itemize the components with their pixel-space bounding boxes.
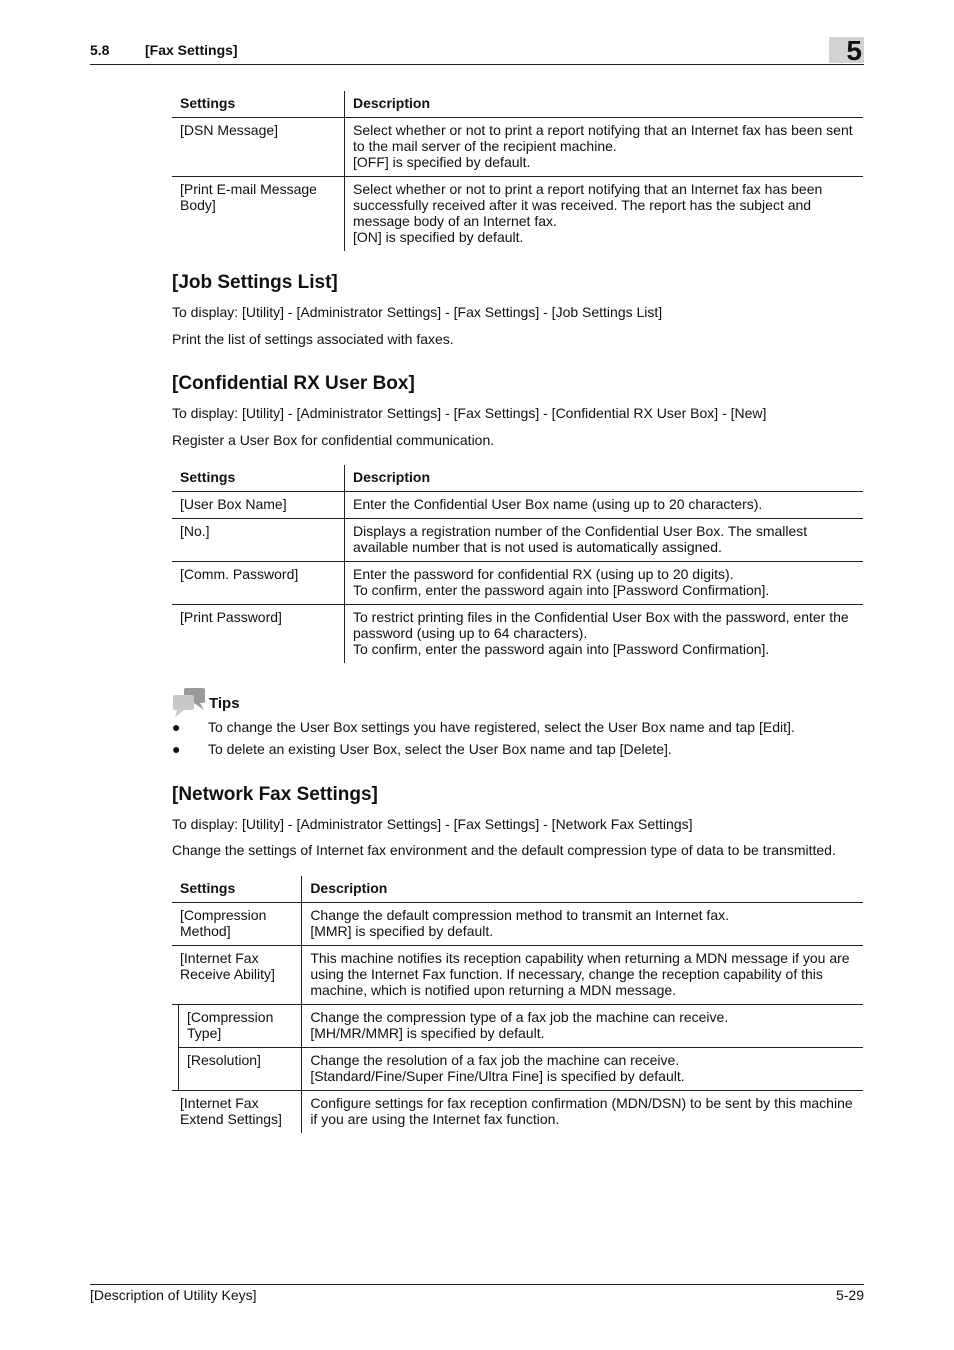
description-line: Select whether or not to print a report notifying that an Internet fax has been sent to the mail server of the recipient machine.	[353, 122, 853, 154]
table-row	[172, 1091, 863, 1134]
tips-item: To change the User Box settings you have registered, select the User Box name and tap [Edit].	[208, 719, 795, 735]
setting-description	[345, 177, 864, 252]
description-line: [MH/MR/MMR] is specified by default.	[310, 1025, 545, 1041]
table-row	[172, 177, 863, 252]
tips-item: To delete an existing User Box, select the User Box name and tap [Delete].	[208, 741, 672, 757]
confidential-settings-table	[172, 465, 863, 663]
col-settings: Settings	[172, 91, 345, 118]
description-line: Change the default compression method to transmit an Internet fax.	[310, 907, 729, 923]
setting-name: [Compression Type]	[179, 1005, 302, 1048]
col-settings: Settings	[172, 465, 345, 492]
description-line: [MMR] is specified by default.	[310, 923, 494, 939]
col-settings: Settings	[172, 876, 302, 903]
confidential-heading: [Confidential RX User Box]	[172, 373, 415, 394]
table-header-row	[172, 876, 863, 903]
description-line: [ON] is specified by default.	[353, 229, 524, 245]
description-line: Enter the password for confidential RX (using up to 20 digits).	[353, 566, 734, 582]
bullet-icon: ●	[172, 741, 181, 757]
description-line: Change the resolution of a fax job the machine can receive.	[310, 1052, 680, 1068]
network-fax-to-display: To display: [Utility] - [Administrator Settings] - [Fax Settings] - [Network Fax Settings]	[172, 816, 693, 832]
col-description: Description	[345, 465, 864, 492]
tips-chat-icon	[172, 688, 206, 718]
table-sub-row	[172, 1005, 863, 1048]
description-line: Select whether or not to print a report notifying that an Internet fax has been successfully received after it was received. The report has the subject and message body of an Internet fax.	[353, 181, 823, 229]
table-header-row	[172, 91, 863, 118]
description-line: [Standard/Fine/Super Fine/Ultra Fine] is specified by default.	[310, 1068, 685, 1084]
setting-description	[302, 903, 863, 946]
setting-name: [Print E-mail Message Body]	[172, 177, 345, 252]
description-line: This machine notifies its reception capability when returning a MDN message if you are using the Internet Fax function. If necessary, change the reception capability of this machine, which is notified upon returning a MDN message.	[310, 950, 850, 998]
setting-description	[302, 1005, 863, 1048]
dsn-settings-table	[172, 91, 863, 251]
description-line: [OFF] is specified by default.	[353, 154, 531, 170]
table-row	[172, 118, 863, 177]
col-description: Description	[345, 91, 864, 118]
job-settings-description: Print the list of settings associated with faxes.	[172, 331, 454, 347]
setting-name: [Internet Fax Extend Settings]	[172, 1091, 302, 1134]
tips-label: Tips	[209, 695, 240, 712]
col-description: Description	[302, 876, 863, 903]
network-fax-settings-table	[172, 876, 863, 1133]
description-line: To confirm, enter the password again into [Password Confirmation].	[353, 582, 770, 598]
setting-name: [Internet Fax Receive Ability]	[172, 946, 302, 1005]
table-row	[172, 519, 863, 562]
table-sub-row	[172, 1048, 863, 1091]
network-fax-heading: [Network Fax Settings]	[172, 784, 378, 805]
network-fax-description: Change the settings of Internet fax environment and the default compression type of data to be transmitted.	[172, 842, 836, 858]
description-line: Change the compression type of a fax job the machine can receive.	[310, 1009, 729, 1025]
description-line: Enter the Confidential User Box name (using up to 20 characters).	[353, 496, 763, 512]
job-settings-to-display: To display: [Utility] - [Administrator Settings] - [Fax Settings] - [Job Settings List]	[172, 304, 663, 320]
description-line: Configure settings for fax reception confirmation (MDN/DSN) to be sent by this machine if you are using the Internet fax function.	[310, 1095, 853, 1127]
bullet-icon: ●	[172, 719, 181, 735]
setting-name: [Print Password]	[172, 605, 345, 664]
table-row	[172, 903, 863, 946]
setting-description	[302, 1091, 863, 1134]
setting-name: [User Box Name]	[172, 492, 345, 519]
setting-description	[302, 946, 863, 1005]
confidential-description: Register a User Box for confidential communication.	[172, 432, 495, 448]
page-number: 5-29	[835, 1287, 864, 1303]
setting-description	[302, 1048, 863, 1091]
footer-rule	[90, 1284, 864, 1285]
setting-description	[345, 492, 864, 519]
table-row	[172, 492, 863, 519]
job-settings-heading: [Job Settings List]	[172, 272, 338, 293]
header-rule	[90, 64, 864, 65]
description-line: To restrict printing files in the Confidential User Box with the password, enter the password (using up to 64 characters).	[353, 609, 849, 641]
chapter-number: 5	[846, 35, 862, 66]
table-header-row	[172, 465, 863, 492]
table-row	[172, 605, 863, 664]
setting-name: [Comm. Password]	[172, 562, 345, 605]
description-line: To confirm, enter the password again into [Password Confirmation].	[353, 641, 770, 657]
setting-description	[345, 118, 864, 177]
description-line: Displays a registration number of the Confidential User Box. The smallest available number that is not used is automatically assigned.	[353, 523, 808, 555]
footer-chapter-title: [Description of Utility Keys]	[90, 1287, 257, 1303]
confidential-to-display: To display: [Utility] - [Administrator Settings] - [Fax Settings] - [Confidential RX User Box] - [New]	[172, 405, 767, 421]
table-row	[172, 562, 863, 605]
setting-name: [DSN Message]	[172, 118, 345, 177]
setting-name: [Resolution]	[179, 1048, 302, 1091]
setting-name: [Compression Method]	[172, 903, 302, 946]
table-row	[172, 946, 863, 1005]
setting-name: [No.]	[172, 519, 345, 562]
section-title: [Fax Settings]	[145, 42, 238, 58]
setting-description	[345, 562, 864, 605]
setting-description	[345, 519, 864, 562]
setting-description	[345, 605, 864, 664]
section-number: 5.8	[90, 42, 110, 58]
